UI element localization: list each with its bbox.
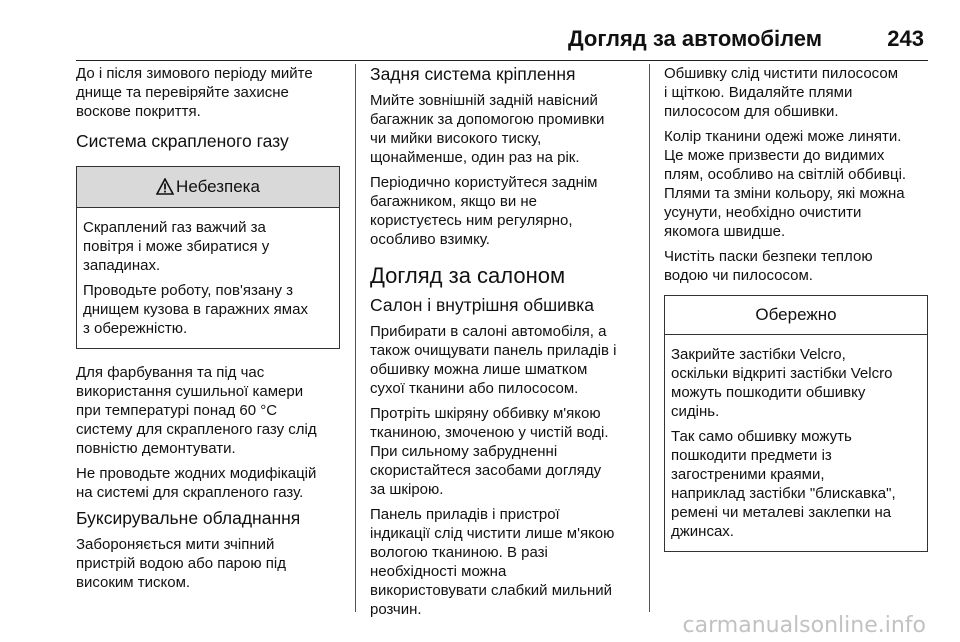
danger-paragraph-2: Проводьте роботу, пов'язану з днищем кузова в гаражних ямах з обережністю. xyxy=(83,282,308,337)
column-1 xyxy=(76,64,340,598)
warning-triangle-icon xyxy=(156,170,174,210)
danger-box-title: Небезпека xyxy=(176,177,260,196)
caution-paragraph-1: Закрийте застібки Velcro, оскільки відкриті застібки Velcro можуть пошкодити обшивку сидінь. xyxy=(671,346,893,420)
caution-box-body xyxy=(665,335,927,551)
trim-paragraph-3: Панель приладів і пристрої індикації слід чистити лише м'якою вологою тканиною. В разі необхідності можна використовувати слабкий мильний розчин. xyxy=(370,506,615,618)
danger-box-header xyxy=(77,167,339,208)
trim-paragraph-1: Прибирати в салоні автомобіля, а також очищувати панель приладів і обшивку можна лише шматком сухої тканини або пилососом. xyxy=(370,323,617,397)
intro-paragraph: До і після зимового періоду мийте днище та перевіряйте захисне воскове покриття. xyxy=(76,65,313,120)
column-divider-2 xyxy=(649,64,650,612)
heading-interior-care: Догляд за салоном xyxy=(370,263,566,288)
page-number: 243 xyxy=(887,26,924,51)
heading-towing: Буксирувальне обладнання xyxy=(76,508,301,528)
paint-paragraph: Для фарбування та під час використання сушильної камери при температурі понад 60 °C систему для скрапленого газу слід повністю демонтувати. xyxy=(76,364,317,457)
rear-paragraph-2: Періодично користуйтеся заднім багажником, якщо ви не користуєтесь ним регулярно, особливо взимку. xyxy=(370,174,598,248)
danger-box xyxy=(76,166,340,349)
watermark: carmanualsonline.info xyxy=(682,613,926,638)
page-header xyxy=(76,26,928,61)
fabric-paragraph-1: Обшивку слід чистити пилососом і щіткою. Видаляйте плями пилососом для обшивки. xyxy=(664,65,899,120)
caution-paragraph-2: Так само обшивку можуть пошкодити предмети із загостреними краями, наприклад застібки "блискавка", ремені чи металеві заклепки на джинсах. xyxy=(671,428,896,540)
caution-box xyxy=(664,295,928,552)
belts-paragraph: Чистіть паски безпеки теплою водою чи пилососом. xyxy=(664,248,873,284)
section-title: Догляд за автомобілем xyxy=(567,26,822,51)
danger-paragraph-1: Скраплений газ важчий за повітря і може збиратися у западинах. xyxy=(83,219,270,274)
trim-paragraph-2: Протріть шкіряну оббивку м'якою тканиною, змоченою у чистій воді. При сильному забрудненні скористайтеся засобами догляду за шкірою. xyxy=(370,405,609,498)
fabric-paragraph-2: Колір тканини одежі може линяти. Це може призвести до видимих плям, особливо на світлій оббивці. Плями та зміни кольору, які можна усунути, необхідно очистити якомога швидше. xyxy=(664,128,907,240)
caution-box-title: Обережно xyxy=(755,305,837,324)
rear-paragraph-1: Мийте зовнішній задній навісний багажник за допомогою промивки чи мийки високого тиску, щонайменше, один раз на рік. xyxy=(370,92,605,166)
towing-paragraph: Забороняється мити зчіпний пристрій водою або парою під високим тиском. xyxy=(76,536,286,591)
danger-box-body xyxy=(77,208,339,348)
heading-rear-carrier: Задня система кріплення xyxy=(370,64,576,84)
heading-lpg-system: Система скрапленого газу xyxy=(76,131,289,151)
modify-paragraph: Не проводьте жодних модифікацій на системі для скрапленого газу. xyxy=(76,465,317,501)
column-divider-1 xyxy=(355,64,356,612)
column-3 xyxy=(664,64,928,566)
caution-box-header xyxy=(665,296,927,335)
heading-interior-trim: Салон і внутрішня обшивка xyxy=(370,295,595,315)
column-2 xyxy=(370,64,638,625)
